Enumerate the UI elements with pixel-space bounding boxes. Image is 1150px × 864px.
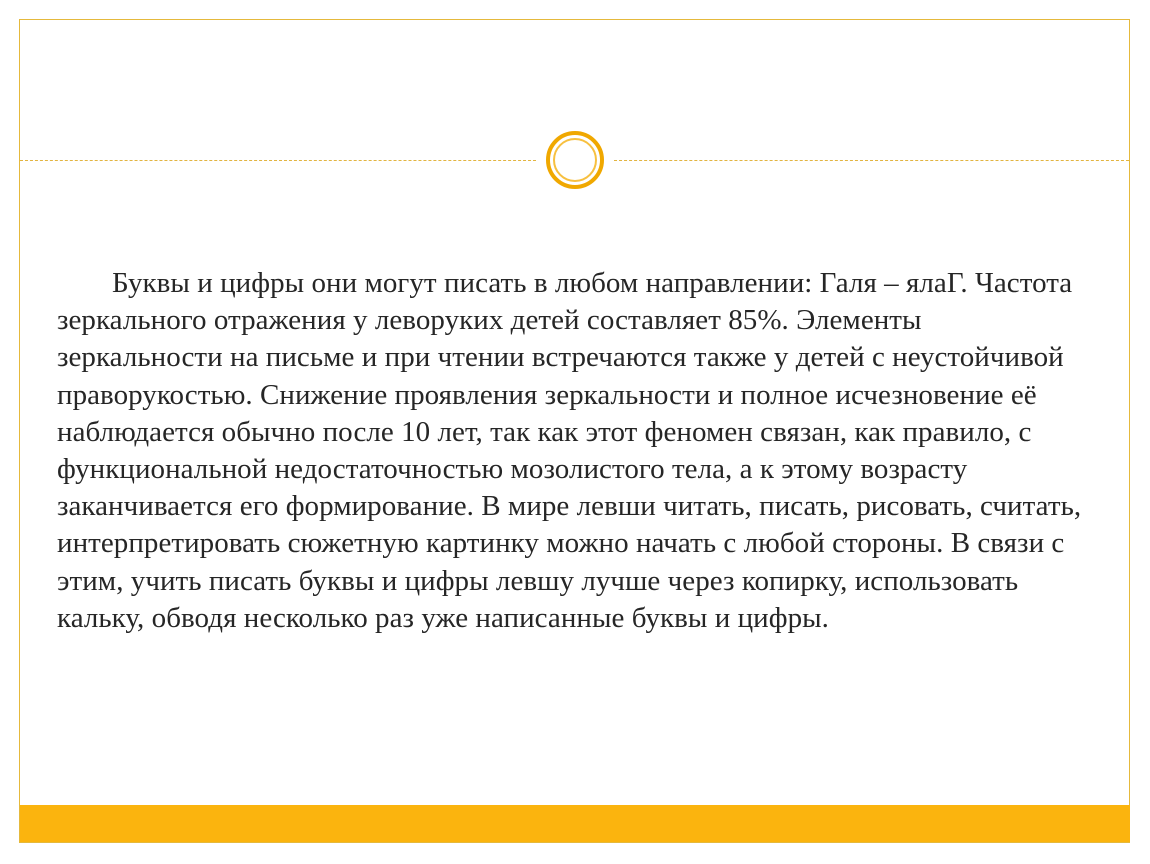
divider-left xyxy=(20,160,536,161)
footer-band xyxy=(20,805,1130,842)
double-ring-icon xyxy=(545,130,605,190)
divider-right xyxy=(614,160,1129,161)
body-paragraph: Буквы и цифры они могут писать в любом направлении: Галя – ялаГ. Частота зеркального отражения у леворуких детей составляет 85%. Элементы зеркальности на письме и при чтении встречаются также у детей с неустойчивой праворукостью. Снижение проявления зеркальности и полное исчезновение её наблюдается обычно после 10 лет, так как этот феномен связан, как правило, с функциональной недостаточностью мозолистого тела, а к этому возрасту заканчивается его формирование. В мире левши читать, писать, рисовать, считать, интерпретировать сюжетную картинку можно начать с любой стороны. В связи с этим, учить писать буквы и цифры левшу лучше через копирку, использовать кальку, обводя несколько раз уже написанные буквы и цифры. xyxy=(57,267,1082,634)
